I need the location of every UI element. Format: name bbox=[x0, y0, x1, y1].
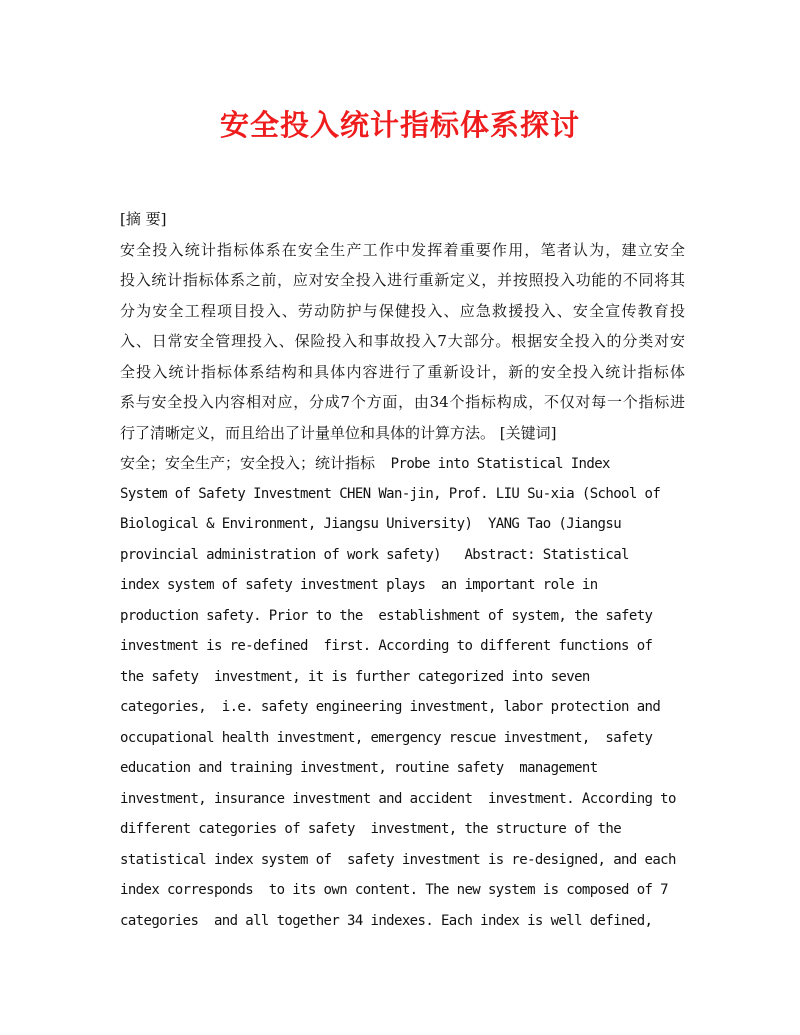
abstract-line-zh: 投入统计指标体系之前，应对安全投入进行重新定义，并按照投入功能的不同将其 bbox=[120, 271, 685, 289]
abstract-line-en: education and training investment, routine safety management bbox=[120, 760, 598, 776]
abstract-line-zh: 分为安全工程项目投入、劳动防护与保健投入、应急救援投入、安全宣传教育投 bbox=[120, 301, 685, 320]
abstract-line-en: Biological & Environment, Jiangsu University) YANG Tao (Jiangsu bbox=[120, 516, 622, 532]
abstract-line-zh: 行了清晰定义，而且给出了计量单位和具体的计算方法。 [关键词] bbox=[120, 423, 557, 442]
abstract-line-zh: 全投入统计指标体系结构和具体内容进行了重新设计，新的安全投入统计指标体 bbox=[120, 362, 685, 381]
document-title: 安全投入统计指标体系探讨 bbox=[219, 108, 580, 142]
abstract-label: [摘 要] bbox=[120, 210, 167, 228]
keywords-line bbox=[120, 448, 685, 479]
abstract-line-en: System of Safety Investment CHEN Wan-jin, Prof. LIU Su-xia (School of bbox=[120, 485, 661, 502]
abstract-line-en: investment is re-defined first. According to different functions of bbox=[120, 638, 653, 654]
abstract-line-en: statistical index system of safety investment is re-designed, and each bbox=[120, 851, 676, 868]
abstract-line-zh: 入、日常安全管理投入、保险投入和事故投入7大部分。根据安全投入的分类对安 bbox=[120, 332, 685, 350]
keywords-text: 安全；安全生产；安全投入；统计指标 bbox=[120, 454, 376, 472]
abstract-line-en: the safety investment, it is further categorized into seven bbox=[120, 668, 590, 685]
abstract-line-en: categories, i.e. safety engineering investment, labor protection and bbox=[120, 699, 661, 715]
abstract-line-zh: 安全投入统计指标体系在安全生产工作中发挥着重要作用，笔者认为，建立安全 bbox=[120, 240, 685, 259]
abstract-line-en: investment, insurance investment and accident investment. According to bbox=[120, 790, 676, 807]
abstract-line-en: occupational health investment, emergency rescue investment, safety bbox=[120, 729, 653, 746]
abstract-line-en: production safety. Prior to the establishment of system, the safety bbox=[120, 607, 653, 624]
english-title-start: Probe into Statistical Index bbox=[375, 456, 610, 472]
abstract-line-zh: 系与安全投入内容相对应，分成7个方面，由34个指标构成，不仅对每一个指标进 bbox=[120, 393, 685, 411]
abstract-line-en: provincial administration of work safety) Abstract: Statistical bbox=[120, 546, 629, 563]
abstract-line-en: different categories of safety investment, the structure of the bbox=[120, 821, 622, 837]
abstract-line-en: index corresponds to its own content. The new system is composed of 7 bbox=[120, 882, 669, 898]
abstract-line-en: index system of safety investment plays an important role in bbox=[120, 577, 598, 593]
abstract-body bbox=[120, 204, 685, 936]
abstract-line-en: categories and all together 34 indexes. Each index is well defined, bbox=[120, 912, 653, 929]
